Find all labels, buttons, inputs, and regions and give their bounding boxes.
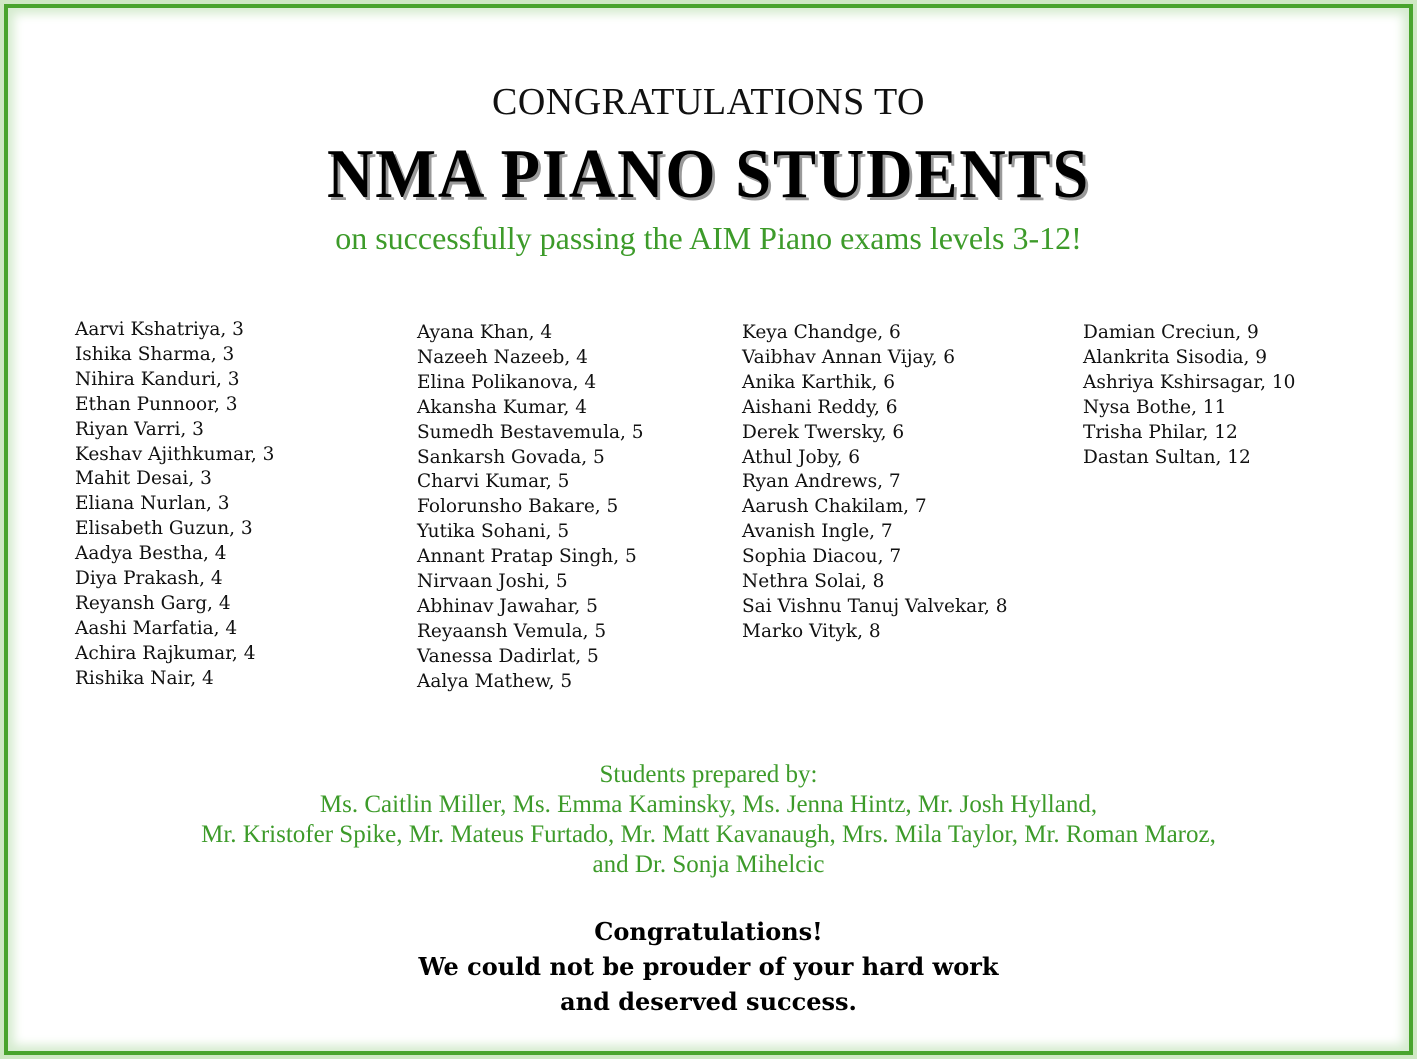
teacher-list-line: and Dr. Sonja Mihelcic (592, 851, 825, 878)
student-entry: Yutika Sohani, 5 (417, 521, 570, 543)
student-entry: Reyansh Garg, 4 (75, 592, 231, 614)
student-entry: Nethra Solai, 8 (742, 571, 885, 593)
student-entry: Nysa Bothe, 11 (1083, 396, 1227, 418)
student-entry: Mahit Desai, 3 (75, 468, 212, 490)
student-entry: Ayana Khan, 4 (417, 322, 553, 343)
student-entry: Nazeeh Nazeeb, 4 (417, 346, 588, 368)
student-entry: Athul Joby, 6 (742, 446, 861, 468)
student-entry: Akansha Kumar, 4 (417, 396, 588, 418)
student-entry: Sai Vishnu Tanuj Valvekar, 8 (742, 595, 1008, 617)
student-entry: Eliana Nurlan, 3 (75, 493, 230, 515)
page-title: NMA PIANO STUDENTS (326, 136, 1091, 213)
student-entry: Riyan Varri, 3 (75, 418, 204, 440)
header-congratulations-to: CONGRATULATIONS TO (491, 81, 925, 123)
student-entry: Aalya Mathew, 5 (417, 670, 573, 692)
student-entry: Avanish Ingle, 7 (742, 521, 893, 543)
student-column-3 (742, 321, 1008, 645)
student-column-2 (417, 321, 644, 695)
closing-message (0, 914, 1417, 1019)
student-entry: Keshav Ajithkumar, 3 (75, 443, 275, 465)
prepared-by-section (0, 760, 1417, 880)
student-entry: Ryan Andrews, 7 (742, 471, 901, 493)
student-entry: Aadya Bestha, 4 (75, 543, 227, 565)
student-column-1 (75, 318, 274, 692)
student-entry: Elina Polikanova, 4 (417, 371, 597, 393)
teacher-list-line: Ms. Caitlin Miller, Ms. Emma Kaminsky, Ms. Jenna Hintz, Mr. Josh Hylland, (319, 791, 1098, 818)
student-entry: Vaibhav Annan Vijay, 6 (742, 346, 955, 368)
student-entry: Derek Twersky, 6 (742, 421, 905, 443)
student-entry: Aashi Marfatia, 4 (75, 617, 238, 639)
student-entry: Nihira Kanduri, 3 (75, 368, 240, 390)
student-entry: Abhinav Jawahar, 5 (417, 595, 598, 617)
prepared-by-heading: Students prepared by: (599, 761, 818, 788)
student-entry: Diya Prakash, 4 (75, 568, 223, 590)
student-entry: Ethan Punnoor, 3 (75, 393, 238, 415)
student-entry: Nirvaan Joshi, 5 (417, 571, 568, 593)
student-entry: Annant Pratap Singh, 5 (417, 546, 637, 568)
student-column-4 (1083, 321, 1295, 470)
student-entry: Reyaansh Vemula, 5 (417, 620, 607, 642)
closing-congratulations: Congratulations! (594, 917, 823, 946)
header-subtitle: on successfully passing the AIM Piano exams levels 3-12! (335, 220, 1082, 256)
student-entry: Ishika Sharma, 3 (75, 343, 235, 365)
student-entry: Rishika Nair, 4 (75, 667, 214, 689)
student-entry: Marko Vityk, 8 (742, 620, 881, 642)
student-entry: Ashriya Kshirsagar, 10 (1083, 371, 1296, 393)
student-entry: Keya Chandge, 6 (742, 322, 901, 343)
student-entry: Folorunsho Bakare, 5 (417, 496, 619, 518)
student-entry: Trisha Philar, 12 (1083, 421, 1238, 443)
closing-line: We could not be prouder of your hard work (418, 952, 999, 981)
student-entry: Anika Karthik, 6 (742, 371, 896, 393)
student-entry: Alankrita Sisodia, 9 (1083, 346, 1268, 368)
student-entry: Dastan Sultan, 12 (1083, 446, 1251, 468)
teacher-list-line: Mr. Kristofer Spike, Mr. Mateus Furtado, Mr. Matt Kavanaugh, Mrs. Mila Taylor, Mr. Roman Maroz, (201, 821, 1216, 848)
student-entry: Vanessa Dadirlat, 5 (417, 645, 599, 667)
student-entry: Sumedh Bestavemula, 5 (417, 421, 644, 443)
student-entry: Elisabeth Guzun, 3 (75, 518, 253, 540)
student-entry: Aarvi Kshatriya, 3 (75, 319, 244, 340)
student-entry: Sankarsh Govada, 5 (417, 446, 605, 468)
closing-line: and deserved success. (560, 987, 857, 1016)
student-entry: Charvi Kumar, 5 (417, 471, 570, 493)
student-entry: Achira Rajkumar, 4 (75, 642, 256, 664)
student-entry: Sophia Diacou, 7 (742, 546, 902, 568)
student-entry: Aarush Chakilam, 7 (742, 496, 927, 518)
student-entry: Aishani Reddy, 6 (742, 396, 898, 418)
student-entry: Damian Creciun, 9 (1083, 322, 1259, 343)
